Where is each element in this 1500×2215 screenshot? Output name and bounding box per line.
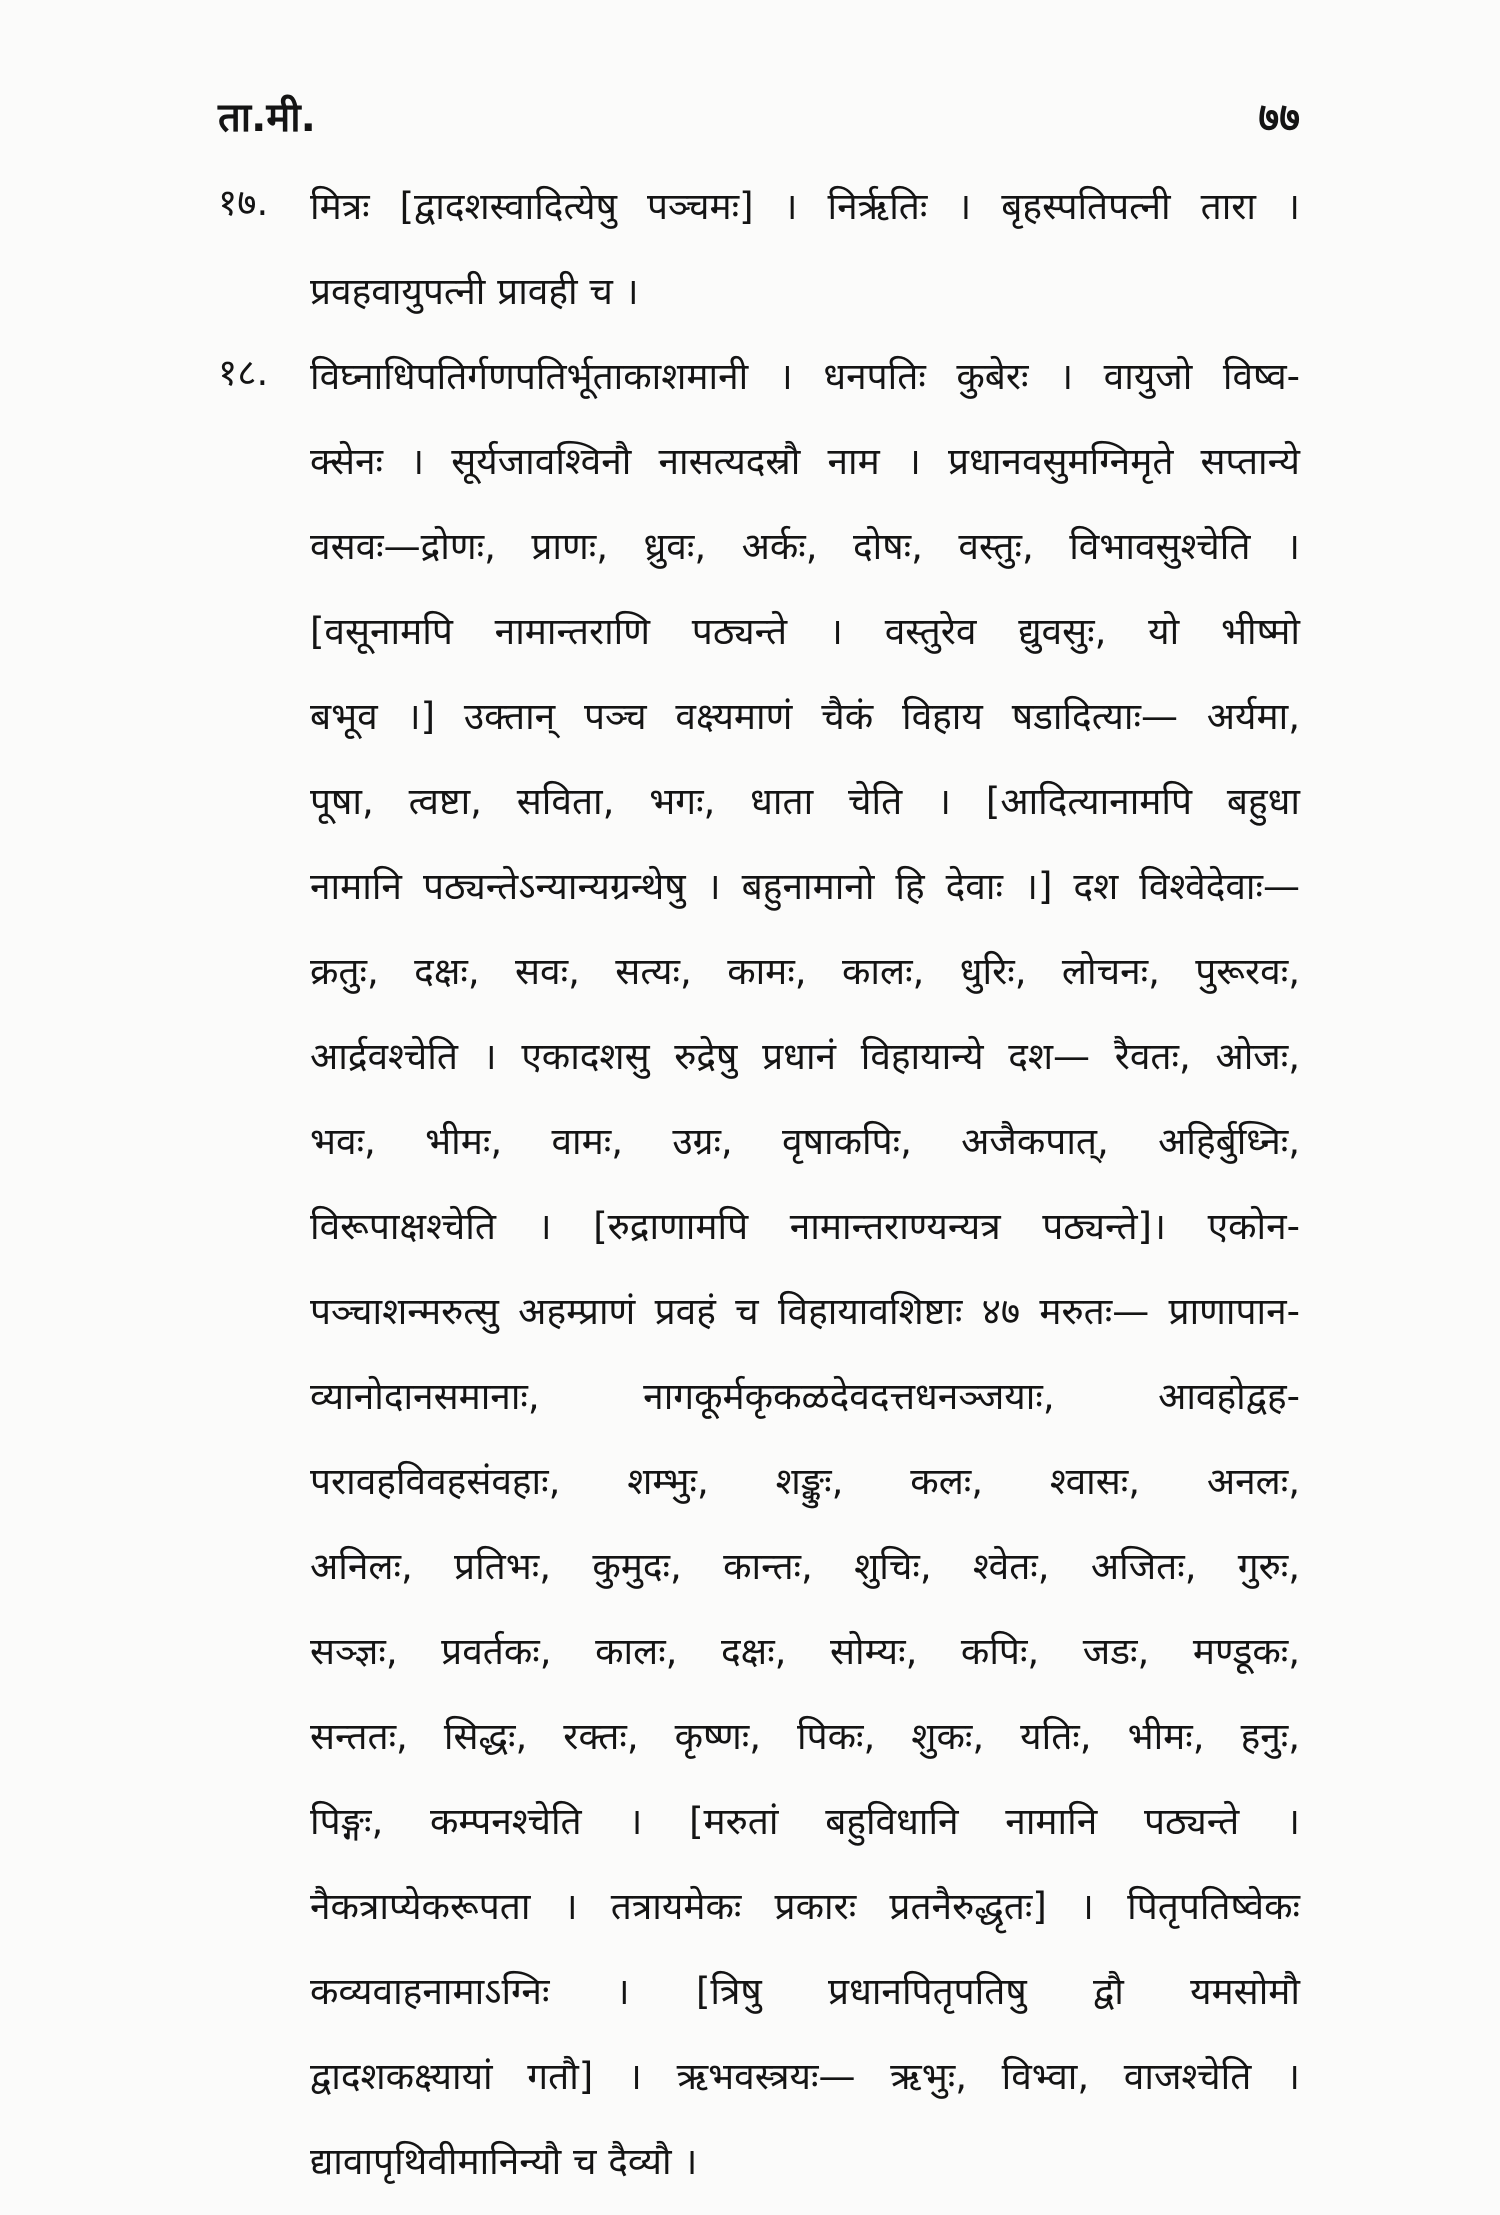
text-line: क्रतुः, दक्षः, सवः, सत्यः, कामः, कालः, धुरिः, लोचनः, पुरूरवः, — [310, 950, 1300, 993]
text-line: प्रवहवायुपत्नी प्रावही च । — [310, 270, 639, 313]
text-line: भवः, भीमः, वामः, उग्रः, वृषाकपिः, अजैकपात्, अहिर्बुध्निः, — [310, 1120, 1300, 1163]
text-line: अनिलः, प्रतिभः, कुमुदः, कान्तः, शुचिः, श्वेतः, अजितः, गुरुः, — [310, 1545, 1300, 1588]
entry-number: १७. — [218, 181, 269, 224]
text-line: सन्ततः, सिद्धः, रक्तः, कृष्णः, पिकः, शुकः, यतिः, भीमः, हनुः, — [310, 1715, 1300, 1758]
text-line: आर्द्रवश्चेति । एकादशसु रुद्रेषु प्रधानं विहायान्ये दश— रैवतः, ओजः, — [310, 1035, 1300, 1078]
text-line: विघ्नाधिपतिर्गणपतिर्भूताकाशमानी । धनपतिः कुबेरः । वायुजो विष्व- — [310, 355, 1300, 398]
text-line: नैकत्राप्येकरूपता । तत्रायमेकः प्रकारः प्रतनैरुद्धृतः] । पितृपतिष्वेकः — [310, 1885, 1300, 1928]
text-line: विरूपाक्षश्चेति । [रुद्राणामपि नामान्तराण्यन्यत्र पठ्यन्ते]। एकोन- — [310, 1205, 1300, 1248]
text-line: पूषा, त्वष्टा, सविता, भगः, धाता चेति । [आदित्यानामपि बहुधा — [310, 780, 1300, 823]
text-line: पञ्चाशन्मरुत्सु अहम्प्राणं प्रवहं च विहायावशिष्टाः ४७ मरुतः— प्राणापान- — [310, 1290, 1300, 1333]
text-line: सञ्ज्ञः, प्रवर्तकः, कालः, दक्षः, सोम्यः, कपिः, जडः, मण्डूकः, — [310, 1630, 1300, 1673]
text-line: पिङ्गः, कम्पनश्चेति । [मरुतां बहुविधानि नामानि पठ्यन्ते । — [310, 1800, 1300, 1843]
entry-number: १८. — [218, 351, 269, 394]
text-line: मित्रः [द्वादशस्वादित्येषु पञ्चमः] । निरृतिः । बृहस्पतिपत्नी तारा । — [310, 185, 1300, 228]
text-line: द्वादशकक्ष्यायां गतौ] । ऋभवस्त्रयः— ऋभुः, विभ्वा, वाजश्चेति । — [310, 2055, 1300, 2098]
text-line: परावहविवहसंवहाः, शम्भुः, शङ्कुः, कलः, श्वासः, अनलः, — [310, 1460, 1300, 1503]
text-line: वसवः—द्रोणः, प्राणः, ध्रुवः, अर्कः, दोषः, वस्तुः, विभावसुश्चेति । — [310, 525, 1300, 568]
text-line: व्यानोदानसमानाः, नागकूर्मकृकळदेवदत्तधनञ्जयाः, आवहोद्वह- — [310, 1375, 1300, 1418]
text-line: नामानि पठ्यन्तेऽन्यान्यग्रन्थेषु । बहुनामानो हि देवाः ।] दश विश्वेदेवाः— — [310, 865, 1300, 908]
entry-body — [310, 175, 1300, 345]
running-head: ता.मी. — [218, 95, 316, 141]
text-line: द्यावापृथिवीमानिन्यौ च दैव्यौ । — [310, 2140, 698, 2183]
text-line: क्सेनः । सूर्यजावश्विनौ नासत्यदस्रौ नाम । प्रधानवसुमग्निमृते सप्तान्ये — [310, 440, 1300, 483]
text-line: [वसूनामपि नामान्तराणि पठ्यन्ते । वस्तुरेव द्युवसुः, यो भीष्मो — [310, 610, 1300, 653]
text-line: कव्यवाहनामाऽग्निः । [त्रिषु प्रधानपितृपतिषु द्वौ यमसोमौ — [310, 1970, 1300, 2013]
page-number: ७७ — [1258, 95, 1300, 141]
text-line: बभूव ।] उक्तान् पञ्च वक्ष्यमाणं चैकं विहाय षडादित्याः— अर्यमा, — [310, 695, 1300, 738]
entry-body — [310, 345, 1300, 2215]
